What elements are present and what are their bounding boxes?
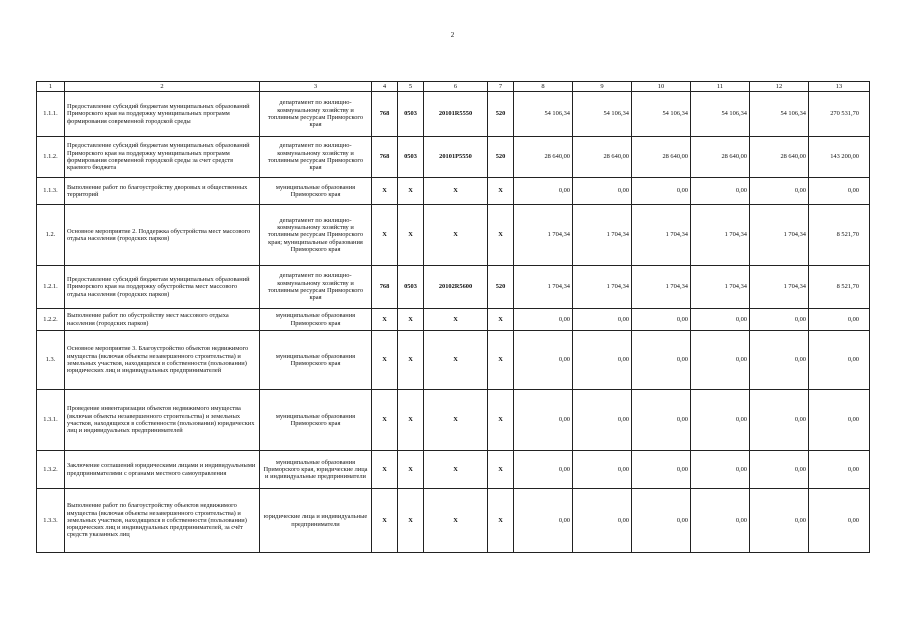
code-section: X — [398, 309, 424, 331]
total-value: 0,00 — [809, 390, 870, 451]
year-value: 0,00 — [750, 390, 809, 451]
code-target-article: X — [424, 205, 488, 266]
responsible-executor: муниципальные образования Приморского края — [260, 331, 372, 390]
year-value: 0,00 — [514, 451, 573, 489]
total-value: 8 521,70 — [809, 205, 870, 266]
year-value: 0,00 — [514, 178, 573, 205]
code-target-article: X — [424, 331, 488, 390]
year-value: 1 704,34 — [573, 205, 632, 266]
code-expense-type: X — [488, 489, 514, 553]
code-section: 0503 — [398, 92, 424, 137]
table-row — [37, 266, 870, 309]
table-row — [37, 137, 870, 178]
code-target-article: 20102R5600 — [424, 266, 488, 309]
column-header: 4 — [372, 82, 398, 92]
year-value: 54 106,34 — [750, 92, 809, 137]
column-header: 8 — [514, 82, 573, 92]
activity-name: Предоставление субсидий бюджетам муниципальных образований Приморского края на поддержку муниципальных программ формирования современной городской среды — [65, 92, 260, 137]
code-admin: X — [372, 331, 398, 390]
year-value: 28 640,00 — [514, 137, 573, 178]
year-value: 1 704,34 — [750, 205, 809, 266]
total-value: 0,00 — [809, 309, 870, 331]
code-section: X — [398, 205, 424, 266]
column-header: 10 — [632, 82, 691, 92]
column-header: 9 — [573, 82, 632, 92]
code-admin: X — [372, 205, 398, 266]
year-value: 1 704,34 — [514, 266, 573, 309]
row-number: 1.1.1. — [37, 92, 65, 137]
activity-name: Предоставление субсидий бюджетам муниципальных образований Приморского края на поддержку муниципальных программ формирования современной городской среды за счет средств краевого бюджета — [65, 137, 260, 178]
column-header: 6 — [424, 82, 488, 92]
code-target-article: X — [424, 390, 488, 451]
total-value: 0,00 — [809, 451, 870, 489]
code-expense-type: 520 — [488, 266, 514, 309]
year-value: 0,00 — [632, 309, 691, 331]
year-value: 0,00 — [691, 178, 750, 205]
page-number: 2 — [450, 31, 455, 39]
row-number: 1.2. — [37, 205, 65, 266]
code-section: X — [398, 489, 424, 553]
code-admin: X — [372, 451, 398, 489]
code-expense-type: 520 — [488, 137, 514, 178]
year-value: 0,00 — [514, 390, 573, 451]
year-value: 54 106,34 — [691, 92, 750, 137]
year-value: 1 704,34 — [514, 205, 573, 266]
year-value: 0,00 — [750, 178, 809, 205]
code-section: 0503 — [398, 266, 424, 309]
responsible-executor: департамент по жилищно-коммунальному хозяйству и топливным ресурсам Приморского края — [260, 92, 372, 137]
total-value: 143 200,00 — [809, 137, 870, 178]
year-value: 0,00 — [632, 489, 691, 553]
code-target-article: 20101P5550 — [424, 137, 488, 178]
year-value: 1 704,34 — [691, 266, 750, 309]
activity-name: Основное мероприятие 3. Благоустройство объектов недвижимого имущества (включая объекты незавершенного строительства) и земельных участков, находящихся в собственности (пользовании) юридических лиц и индивидуальных предпринимателей — [65, 331, 260, 390]
table-row — [37, 178, 870, 205]
table-row — [37, 489, 870, 553]
code-expense-type: X — [488, 331, 514, 390]
year-value: 0,00 — [573, 451, 632, 489]
code-target-article: 20101R5550 — [424, 92, 488, 137]
column-header: 1 — [37, 82, 65, 92]
table-row — [37, 309, 870, 331]
code-section: X — [398, 331, 424, 390]
total-value: 0,00 — [809, 178, 870, 205]
total-value: 8 521,70 — [809, 266, 870, 309]
responsible-executor: муниципальные образования Приморского края, юридические лица и индивидуальные предприниматели — [260, 451, 372, 489]
year-value: 54 106,34 — [514, 92, 573, 137]
code-section: X — [398, 178, 424, 205]
code-target-article: X — [424, 178, 488, 205]
code-expense-type: X — [488, 451, 514, 489]
year-value: 0,00 — [691, 451, 750, 489]
column-header: 5 — [398, 82, 424, 92]
column-number-row — [37, 82, 870, 92]
year-value: 1 704,34 — [632, 266, 691, 309]
year-value: 54 106,34 — [632, 92, 691, 137]
year-value: 0,00 — [691, 390, 750, 451]
year-value: 0,00 — [750, 309, 809, 331]
responsible-executor: юридические лица и индивидуальные предприниматели — [260, 489, 372, 553]
activity-name: Выполнение работ по благоустройству объектов недвижимого имущества (включая объекты незавершенного строительства) и земельных участков, находящихся в собственности (пользовании) юридических лиц и индивидуальных предпринимателей, за счёт средств указанных лиц — [65, 489, 260, 553]
code-admin: X — [372, 390, 398, 451]
year-value: 0,00 — [573, 331, 632, 390]
year-value: 1 704,34 — [750, 266, 809, 309]
row-number: 1.1.3. — [37, 178, 65, 205]
year-value: 0,00 — [514, 489, 573, 553]
code-admin: X — [372, 309, 398, 331]
year-value: 28 640,00 — [691, 137, 750, 178]
year-value: 1 704,34 — [691, 205, 750, 266]
year-value: 54 106,34 — [573, 92, 632, 137]
activity-name: Выполнение работ по обустройству мест массового отдыха населения (городских парков) — [65, 309, 260, 331]
table-row — [37, 205, 870, 266]
row-number: 1.2.2. — [37, 309, 65, 331]
year-value: 0,00 — [750, 489, 809, 553]
row-number: 1.3.2. — [37, 451, 65, 489]
year-value: 0,00 — [632, 178, 691, 205]
responsible-executor: муниципальные образования Приморского края — [260, 309, 372, 331]
year-value: 0,00 — [514, 331, 573, 390]
code-expense-type: X — [488, 205, 514, 266]
year-value: 0,00 — [514, 309, 573, 331]
year-value: 28 640,00 — [750, 137, 809, 178]
code-expense-type: X — [488, 309, 514, 331]
code-target-article: X — [424, 309, 488, 331]
code-expense-type: X — [488, 390, 514, 451]
column-header: 2 — [65, 82, 260, 92]
code-admin: 768 — [372, 92, 398, 137]
table-row — [37, 331, 870, 390]
table-row — [37, 390, 870, 451]
responsible-executor: департамент по жилищно-коммунальному хозяйству и топливным ресурсам Приморского края — [260, 266, 372, 309]
year-value: 0,00 — [573, 489, 632, 553]
year-value: 0,00 — [632, 331, 691, 390]
code-admin: 768 — [372, 266, 398, 309]
column-header: 7 — [488, 82, 514, 92]
code-admin: X — [372, 489, 398, 553]
budget-table — [36, 81, 870, 553]
year-value: 0,00 — [691, 331, 750, 390]
code-section: 0503 — [398, 137, 424, 178]
responsible-executor: муниципальные образования Приморского края — [260, 178, 372, 205]
activity-name: Проведение инвентаризации объектов недвижимого имущества (включая объекты незавершенного строительства) и земельных участков, находящихся в собственности (пользовании) юридических лиц и индивидуальных предпринимателей — [65, 390, 260, 451]
code-section: X — [398, 390, 424, 451]
table-row — [37, 451, 870, 489]
column-header: 3 — [260, 82, 372, 92]
year-value: 0,00 — [573, 309, 632, 331]
year-value: 0,00 — [691, 309, 750, 331]
row-number: 1.2.1. — [37, 266, 65, 309]
code-target-article: X — [424, 451, 488, 489]
year-value: 0,00 — [750, 451, 809, 489]
row-number: 1.3.1. — [37, 390, 65, 451]
row-number: 1.3. — [37, 331, 65, 390]
year-value: 28 640,00 — [632, 137, 691, 178]
year-value: 0,00 — [691, 489, 750, 553]
year-value: 1 704,34 — [632, 205, 691, 266]
activity-name: Заключение соглашений юридическими лицами и индивидуальными предпринимателями с органами местного самоуправления — [65, 451, 260, 489]
row-number: 1.1.2. — [37, 137, 65, 178]
total-value: 0,00 — [809, 331, 870, 390]
activity-name: Основное мероприятие 2. Поддержка обустройства мест массового отдыха населения (городских парков) — [65, 205, 260, 266]
year-value: 0,00 — [632, 451, 691, 489]
code-admin: 768 — [372, 137, 398, 178]
row-number: 1.3.3. — [37, 489, 65, 553]
column-header: 11 — [691, 82, 750, 92]
table-body — [37, 92, 870, 553]
responsible-executor: департамент по жилищно-коммунальному хозяйству и топливным ресурсам Приморского края — [260, 137, 372, 178]
year-value: 28 640,00 — [573, 137, 632, 178]
responsible-executor: муниципальные образования Приморского края — [260, 390, 372, 451]
responsible-executor: департамент по жилищно-коммунальному хозяйству и топливным ресурсам Приморского края; муниципальные образования Приморского края — [260, 205, 372, 266]
code-admin: X — [372, 178, 398, 205]
year-value: 0,00 — [573, 390, 632, 451]
column-header: 13 — [809, 82, 870, 92]
year-value: 0,00 — [573, 178, 632, 205]
column-header: 12 — [750, 82, 809, 92]
total-value: 270 531,70 — [809, 92, 870, 137]
year-value: 1 704,34 — [573, 266, 632, 309]
code-expense-type: X — [488, 178, 514, 205]
total-value: 0,00 — [809, 489, 870, 553]
year-value: 0,00 — [632, 390, 691, 451]
year-value: 0,00 — [750, 331, 809, 390]
code-expense-type: 520 — [488, 92, 514, 137]
code-section: X — [398, 451, 424, 489]
activity-name: Предоставление субсидий бюджетам муниципальных образований Приморского края на поддержку обустройства мест массового отдыха населения (городских парков) — [65, 266, 260, 309]
activity-name: Выполнение работ по благоустройству дворовых и общественных территорий — [65, 178, 260, 205]
code-target-article: X — [424, 489, 488, 553]
table-row — [37, 92, 870, 137]
